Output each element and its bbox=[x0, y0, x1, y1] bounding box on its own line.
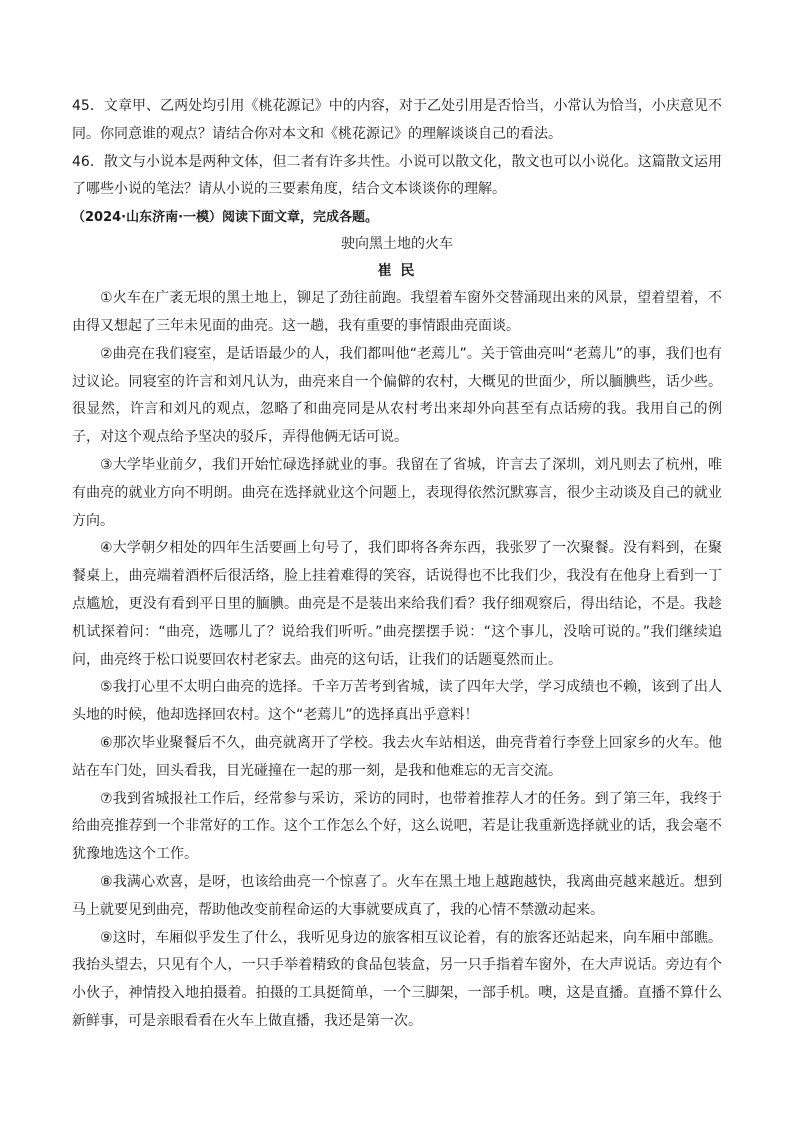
paragraph-7: ⑦我到省城报社工作后，经常参与采访，采访的同时，也带着推荐人才的任务。到了第三年，我终于给曲亮推荐到一个非常好的工作。这个工作怎么个好，这么说吧，若是让我重新选择就业的话，我会毫不犹豫地选这个工作。 bbox=[72, 790, 722, 863]
paragraph-5: ⑤我打心里不太明白曲亮的选择。千辛万苦考到省城，读了四年大学，学习成绩也不赖，该到了出人头地的时候，他却选择回农村。这个“老蔫儿”的选择真出乎意料！ bbox=[72, 679, 722, 724]
paragraph-9: ⑨这时，车厢似乎发生了什么，我听见身边的旅客相互议论着，有的旅客还站起来，向车厢中部瞧。我抬头望去，只见有个人，一只手举着精致的食品包装盒，另一只手指着车窗外，在大声说话。旁边有个小伙子，神情投入地拍摄着。拍摄的工具挺简单，一个三脚架，一部手机。噢，这是直播。直播不算什么新鲜事，可是亲眼看看在火车上做直播，我还是第一次。 bbox=[72, 929, 722, 1029]
source-line: （2024·山东济南·一模）阅读下面文章，完成各题。 bbox=[72, 210, 379, 226]
article-title: 驶向黑土地的火车 bbox=[341, 236, 453, 253]
question-45: 45．文章甲、乙两处均引用《桃花源记》中的内容，对于乙处引用是否恰当，小常认为恰当，小庆意见不同。你同意谁的观点？请结合你对本文和《桃花源记》的理解谈谈自己的看法。 bbox=[72, 98, 722, 142]
paragraph-6: ⑥那次毕业聚餐后不久，曲亮就离开了学校。我去火车站相送，曲亮背着行李登上回家乡的火车。他站在车门处，回头看我，目光碰撞在一起的那一刻，是我和他难忘的无言交流。 bbox=[72, 734, 722, 779]
paragraph-1: ①火车在广袤无垠的黑土地上，铆足了劲往前跑。我望着车窗外交替涌现出来的风景，望着望着，不由得又想起了三年未见面的曲亮。这一趟，我有重要的事情跟曲亮面谈。 bbox=[72, 290, 722, 334]
question-46: 46．散文与小说本是两种文体，但二者有许多共性。小说可以散文化，散文也可以小说化。这篇散文运用了哪些小说的笔法？请从小说的三要素角度，结合文本谈谈你的理解。 bbox=[72, 153, 722, 198]
paragraph-4: ④大学朝夕相处的四年生活要画上句号了，我们即将各奔东西，我张罗了一次聚餐。没有料到，在聚餐桌上，曲亮端着酒杯后很活络，脸上挂着难得的笑容，话说得也不比我们少，我没有在他身上看到一丁点尴尬，更没有看到平日里的腼腆。曲亮是不是装出来给我们看？我仔细观察后，得出结论，不是。我趁机试探着问：“曲亮，选哪儿了？说给我们听听。”曲亮摆摆手说：“这个事儿，没啥可说的。”我们继续追问，曲亮终于松口说要回农村老家去。曲亮的这句话，让我们的话题戛然而止。 bbox=[72, 540, 722, 668]
article-author: 崔 民 bbox=[377, 263, 417, 280]
paragraph-8: ⑧我满心欢喜，是呀，也该给曲亮一个惊喜了。火车在黑土地上越跑越快，我离曲亮越来越近。想到马上就要见到曲亮，帮助他改变前程命运的大事就要成真了，我的心情不禁激动起来。 bbox=[72, 873, 722, 918]
paragraph-3: ③大学毕业前夕，我们开始忙碌选择就业的事。我留在了省城，许言去了深圳，刘凡则去了杭州，唯有曲亮的就业方向不明朗。曲亮在选择就业这个问题上，表现得依然沉默寡言，很少主动谈及自己的就业方向。 bbox=[72, 456, 722, 529]
paragraph-2: ②曲亮在我们寝室，是话语最少的人，我们都叫他“老蔫儿”。关于管曲亮叫“老蔫儿”的事，我们也有过议论。同寝室的许言和刘凡认为，曲亮来自一个偏僻的农村，大概见的世面少，所以腼腆些，话少些。很显然，许言和刘凡的观点，忽略了和曲亮同是从农村考出来却外向甚至有点话痨的我。我用自己的例子，对这个观点给予坚决的驳斥，弄得他俩无话可说。 bbox=[72, 345, 722, 446]
